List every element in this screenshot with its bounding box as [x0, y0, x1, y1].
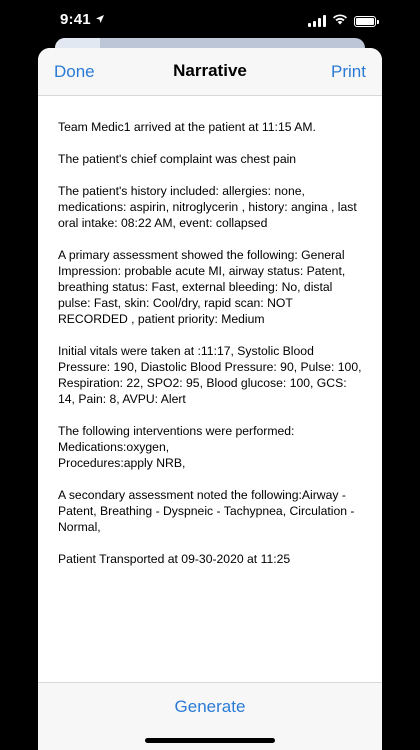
done-button[interactable]: Done — [54, 62, 95, 81]
narrative-paragraph-transport: Patient Transported at 09-30-2020 at 11:25 — [58, 552, 291, 566]
narrative-paragraph-secondary-assessment: A secondary assessment noted the following:Airway - Patent, Breathing - Dyspneic - Tachypnea, Circulation - Normal, — [58, 488, 355, 534]
narrative-paragraph-history: The patient's history included: allergies: none, medications: aspirin, nitroglycerin , history: angina , last oral intake: 08:22 AM, event: collapsed — [58, 184, 357, 230]
narrative-sheet — [38, 48, 382, 750]
navigation-bar — [38, 48, 382, 96]
battery-icon — [354, 16, 376, 27]
print-button[interactable]: Print — [331, 62, 366, 81]
cellular-signal-icon — [308, 15, 326, 27]
generate-button[interactable]: Generate — [174, 697, 246, 716]
wifi-icon — [332, 12, 348, 30]
narrative-paragraph-primary-assessment: A primary assessment showed the following: General Impression: probable acute MI, airway status: Patent, breathing status: Fast, external bleeding: No, distal pulse: Fast, skin: Cool/dry, rapid scan: NOT RECORDED , patient priority: Medium — [58, 248, 346, 326]
status-time: 9:41 — [60, 11, 91, 28]
location-arrow-icon — [95, 14, 105, 27]
status-icons — [308, 12, 376, 30]
page-title: Narrative — [173, 61, 247, 80]
narrative-paragraph-interventions: The following interventions were performed: Medications:oxygen, Procedures:apply NRB, — [58, 424, 295, 470]
narrative-paragraph-vitals: Initial vitals were taken at :11:17, Systolic Blood Pressure: 190, Diastolic Blood Pressure: 90, Pulse: 100, Respiration: 22, SPO2: 95, Blood glucose: 100, GCS: 14, Pain: 8, AVPU: Alert — [58, 344, 362, 406]
narrative-paragraph-arrival: Team Medic1 arrived at the patient at 11:15 AM. — [58, 120, 316, 134]
status-time-group — [60, 11, 105, 28]
narrative-paragraph-complaint: The patient's chief complaint was chest pain — [58, 152, 297, 166]
narrative-text — [38, 96, 382, 567]
status-bar — [0, 0, 420, 40]
home-indicator[interactable] — [145, 738, 275, 743]
